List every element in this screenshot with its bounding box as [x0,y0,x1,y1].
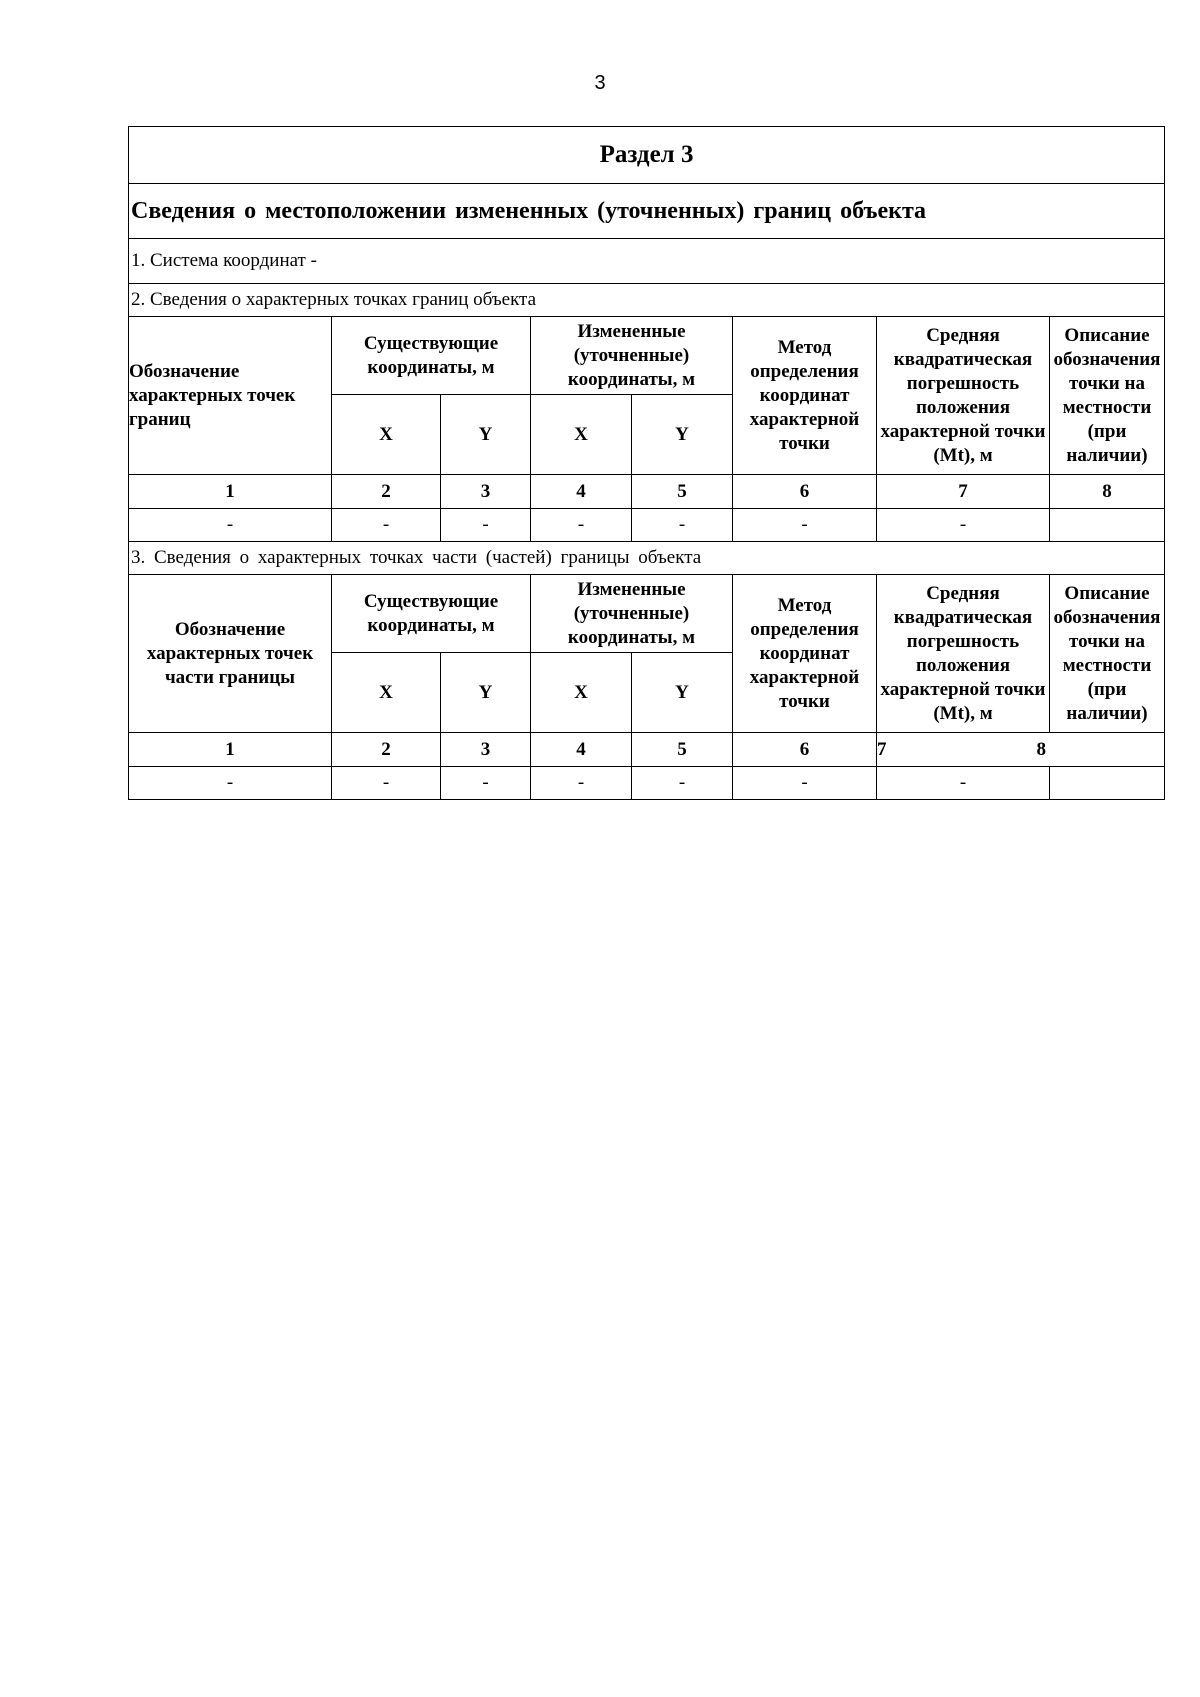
t2-header-point-designation: Обозначение характерных точек части границы [129,575,332,733]
t1-cell: - [632,509,733,542]
section-3-table [128,126,1165,800]
coordinate-system-row: 1. Система координат - [129,239,1165,284]
t1-col-number: 1 [129,475,332,509]
t2-cell: - [733,767,877,800]
t1-col-number: 7 [877,475,1050,509]
t1-header-point-designation: Обозначение характерных точек границ [129,317,332,475]
t2-header-x-changed: X [531,653,632,733]
t1-col-number: 2 [332,475,441,509]
t2-cell: - [632,767,733,800]
t2-col-number: 5 [632,733,733,767]
part-boundary-points-heading: 3. Сведения о характерных точках части (частей) границы объекта [129,542,1165,575]
t1-header-y-existing: Y [441,395,531,475]
boundary-points-heading: 2. Сведения о характерных точках границ объекта [129,284,1165,317]
t2-header-changed-coords: Измененные (уточненные) координаты, м [531,575,733,653]
t1-col-number: 3 [441,475,531,509]
t2-header-error: Средняя квадратическая погрешность положения характерной точки (Mt), м [877,575,1050,733]
page-number: 3 [594,72,606,94]
t2-cell: - [531,767,632,800]
t1-header-y-changed: Y [632,395,733,475]
t2-header-method: Метод определения координат характерной точки [733,575,877,733]
t2-header-y-changed: Y [632,653,733,733]
t1-col-number: 8 [1050,475,1165,509]
t2-col-number: 1 [129,733,332,767]
t2-col-number: 4 [531,733,632,767]
t2-col-number-merged [877,733,1165,767]
t1-cell: - [332,509,441,542]
t2-cell: - [877,767,1050,800]
t2-col-number: 6 [733,733,877,767]
t2-col-number: 7 [877,738,887,760]
t2-col-number: 8 [1036,738,1046,760]
t1-header-error: Средняя квадратическая погрешность положения характерной точки (Mt), м [877,317,1050,475]
t1-col-number: 5 [632,475,733,509]
section-title: Раздел 3 [129,127,1165,184]
t2-col-number: 2 [332,733,441,767]
t2-header-description: Описание обозначения точки на местности (при наличии) [1050,575,1165,733]
t1-cell: - [129,509,332,542]
t1-cell [1050,509,1165,542]
t1-header-method: Метод определения координат характерной точки [733,317,877,475]
t1-header-x-existing: X [332,395,441,475]
section-subtitle: Сведения о местоположении измененных (уточненных) границ объекта [129,184,1165,239]
t1-cell: - [441,509,531,542]
t1-header-x-changed: X [531,395,632,475]
t1-header-changed-coords: Измененные (уточненные) координаты, м [531,317,733,395]
t2-cell [1050,767,1165,800]
t2-header-existing-coords: Существующие координаты, м [332,575,531,653]
t1-cell: - [531,509,632,542]
t1-header-description: Описание обозначения точки на местности (при наличии) [1050,317,1165,475]
t2-header-y-existing: Y [441,653,531,733]
t2-col-number: 3 [441,733,531,767]
t2-header-x-existing: X [332,653,441,733]
t1-col-number: 6 [733,475,877,509]
t2-cell: - [332,767,441,800]
t1-col-number: 4 [531,475,632,509]
t2-cell: - [129,767,332,800]
t2-cell: - [441,767,531,800]
t1-header-existing-coords: Существующие координаты, м [332,317,531,395]
t1-cell: - [877,509,1050,542]
t1-cell: - [733,509,877,542]
